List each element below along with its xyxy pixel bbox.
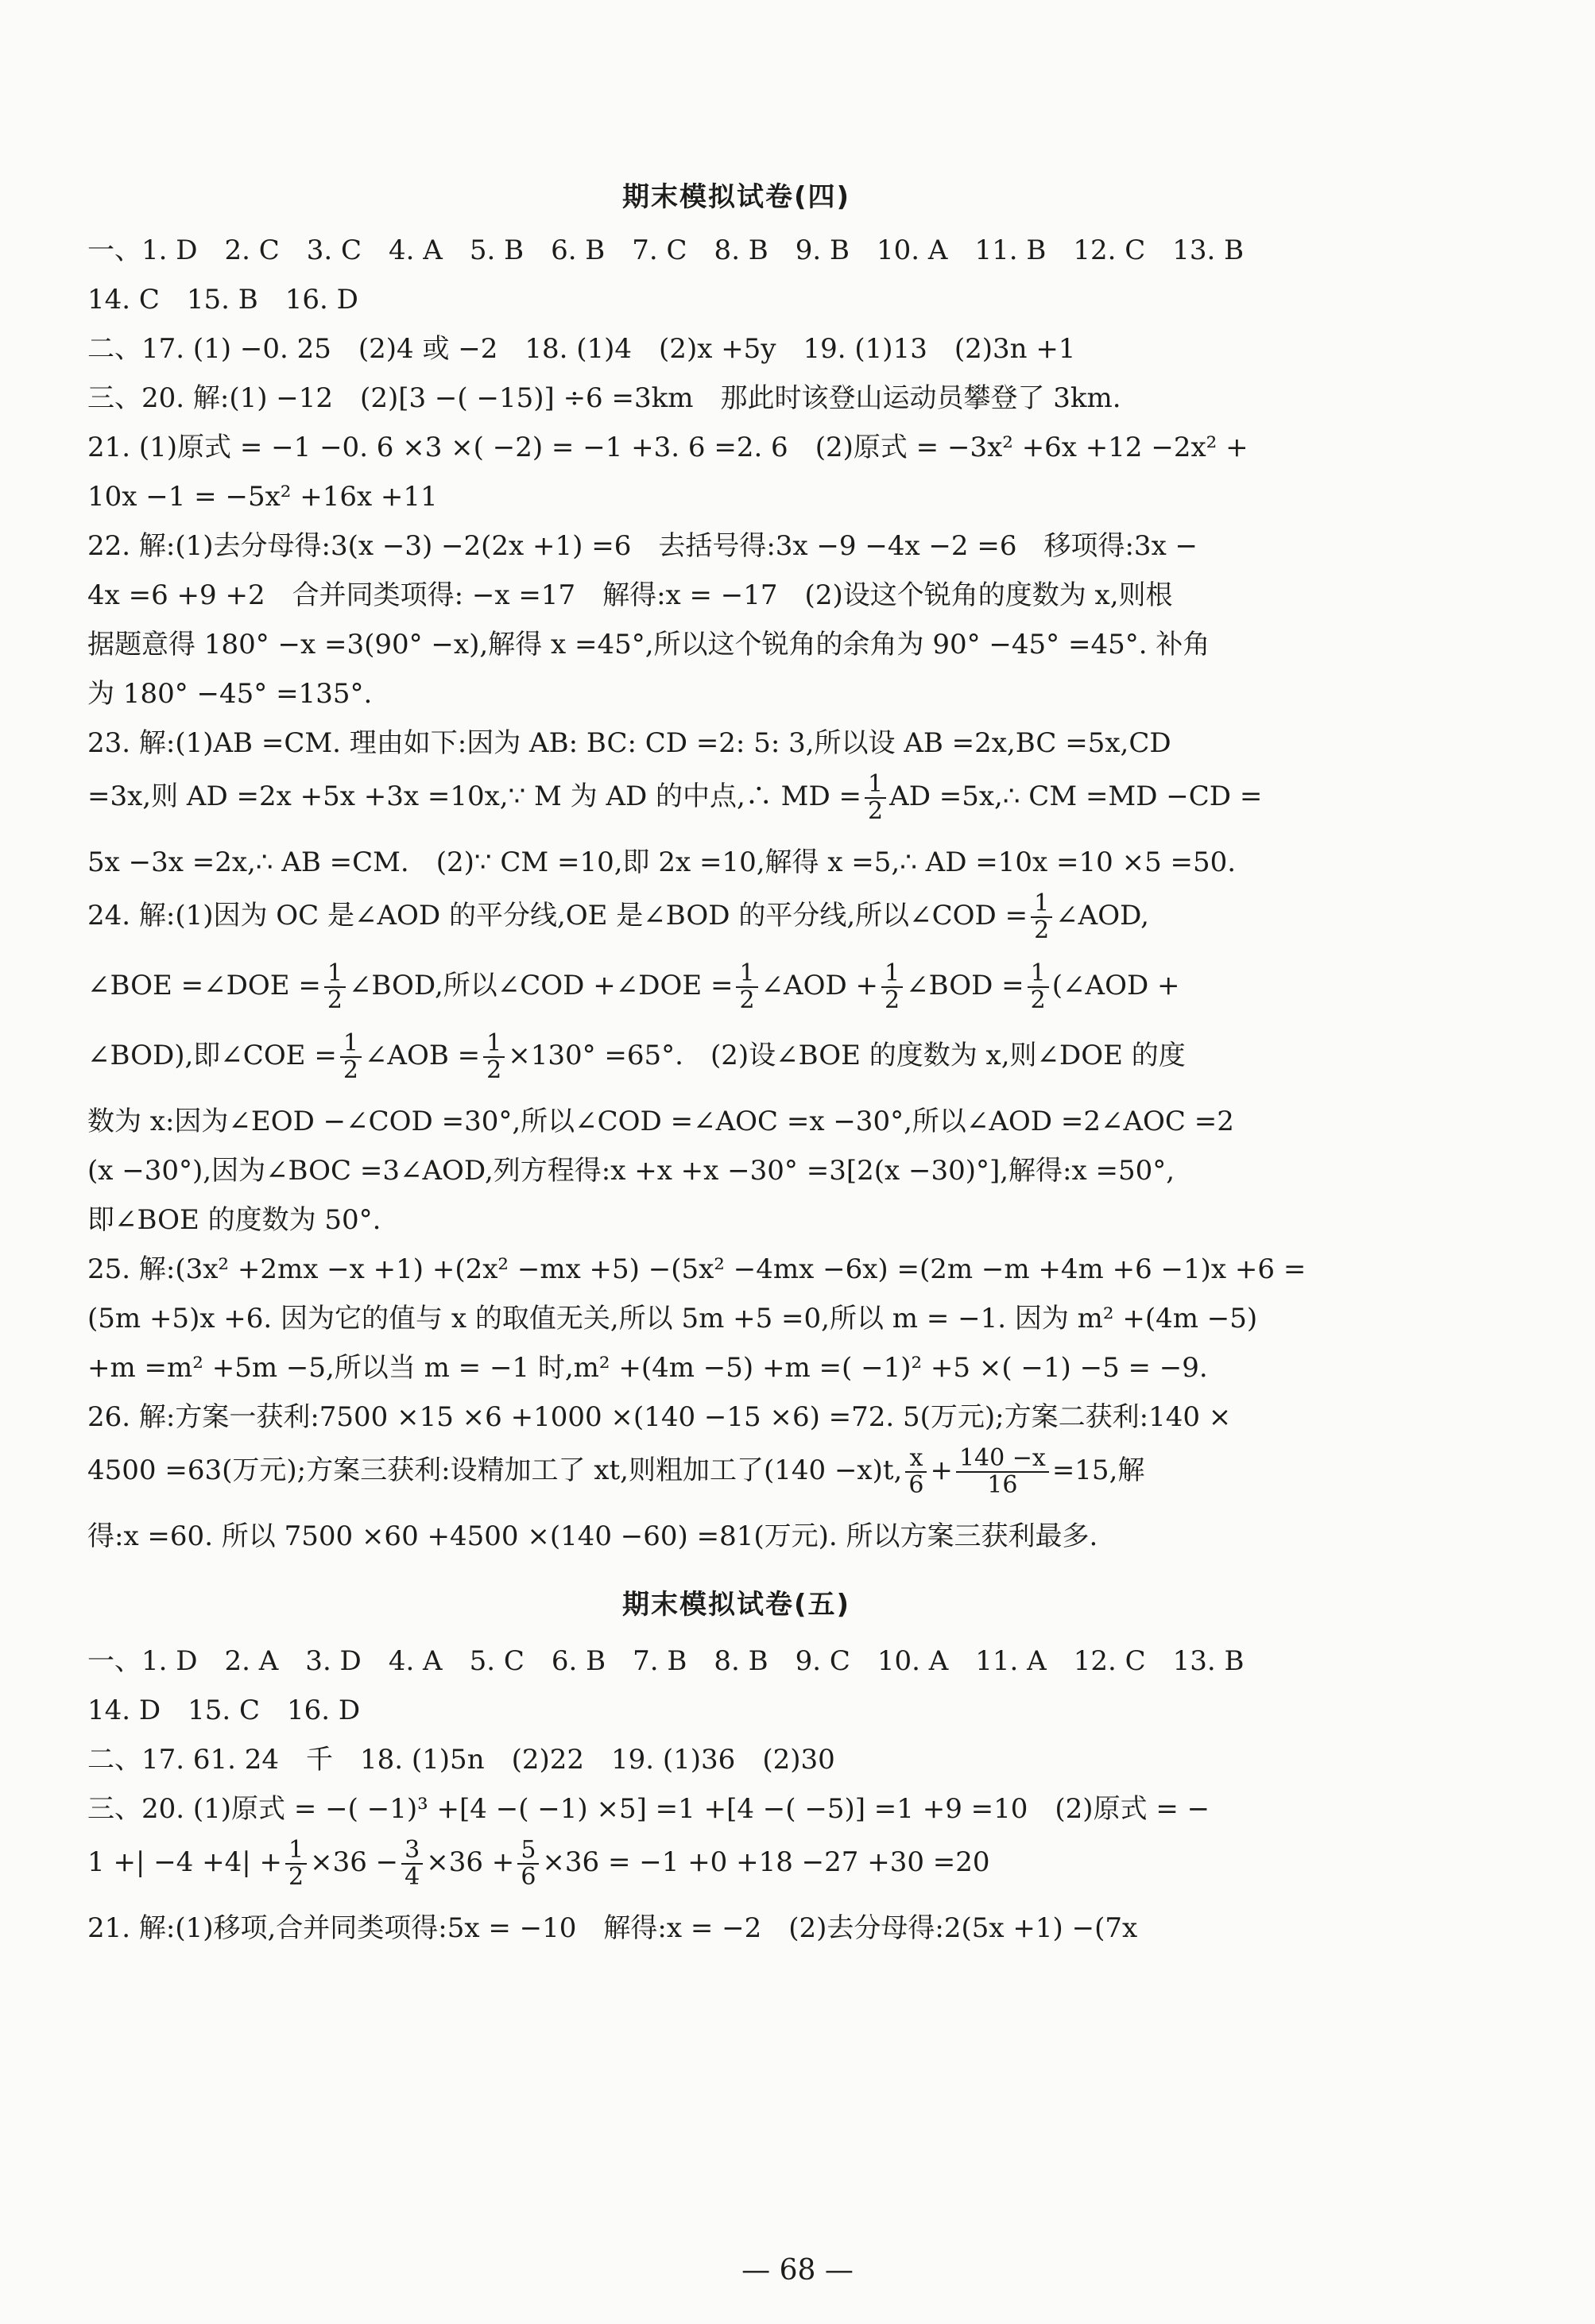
- fraction-denominator: 4: [405, 1863, 420, 1891]
- exam4-line: [87, 1031, 1385, 1083]
- text-segment: 24. 解:(1)因为 OC 是∠AOD 的平分线,OE 是∠BOD 的平分线,所以∠COD =: [87, 900, 1028, 932]
- exam4-line: [87, 772, 1385, 824]
- fraction-numerator: 1: [865, 772, 886, 799]
- text-segment: AD =5x,∴ CM =MD −CD =: [889, 780, 1263, 812]
- exam4-line: 一、1. D 2. C 3. C 4. A 5. B 6. B 7. C 8. B 9. B 10. A 11. B 12. C 13. B: [87, 234, 1245, 266]
- exam4-line: 4x =6 +9 +2 合并同类项得: −x =17 解得:x = −17 (2)设这个锐角的度数为 x,则根: [87, 579, 1173, 611]
- exam4-line: 5x −3x =2x,∴ AB =CM. (2)∵ CM =10,即 2x =10,解得 x =5,∴ AD =10x =10 ×5 =50.: [87, 846, 1237, 878]
- text-segment: ∠AOD +: [761, 970, 879, 1001]
- exam5-line: [87, 1838, 1385, 1890]
- exam4-line: 据题意得 180° −x =3(90° −x),解得 x =45°,所以这个锐角的余角为 90° −45° =45°. 补角: [87, 629, 1210, 660]
- fraction-denominator: 2: [885, 986, 900, 1014]
- exam4-line: 25. 解:(3x² +2mx −x +1) +(2x² −mx +5) −(5x² −4mx −6x) =(2m −m +4m +6 −1)x +6 =: [87, 1253, 1307, 1285]
- text-segment: ×130° =65°. (2)设∠BOE 的度数为 x,则∠DOE 的度: [508, 1040, 1186, 1071]
- exam4-line: 即∠BOE 的度数为 50°.: [87, 1204, 381, 1236]
- fraction-numerator: 1: [324, 961, 346, 988]
- text-segment: ×36 −: [310, 1846, 399, 1878]
- fraction: [905, 1446, 927, 1498]
- exam5-line: 14. D 15. C 16. D: [87, 1695, 361, 1726]
- exam4-line: [87, 961, 1385, 1013]
- exam4-line: (5m +5)x +6. 因为它的值与 x 的取值无关,所以 5m +5 =0,所以 m = −1. 因为 m² +(4m −5): [87, 1303, 1258, 1334]
- fraction-numerator: 3: [401, 1838, 423, 1865]
- text-segment: ∠AOD,: [1055, 900, 1149, 932]
- exam4-line: 22. 解:(1)去分母得:3(x −3) −2(2x +1) =6 去括号得:3x −9 −4x −2 =6 移项得:3x −: [87, 530, 1198, 562]
- exam4-line: +m =m² +5m −5,所以当 m = −1 时,m² +(4m −5) +m =( −1)² +5 ×( −1) −5 = −9.: [87, 1352, 1208, 1384]
- text-segment: +: [930, 1454, 953, 1486]
- fraction: [517, 1838, 539, 1890]
- text-segment: ∠AOB =: [364, 1040, 481, 1071]
- fraction-numerator: 1: [1031, 891, 1052, 918]
- fraction-denominator: 2: [868, 797, 884, 825]
- text-segment: 1 +| −4 +4| +: [87, 1846, 282, 1878]
- fraction-numerator: 1: [285, 1838, 307, 1865]
- fraction: [401, 1838, 423, 1890]
- exam5-line: 21. 解:(1)移项,合并同类项得:5x = −10 解得:x = −2 (2)去分母得:2(5x +1) −(7x: [87, 1912, 1138, 1944]
- fraction-numerator: 1: [736, 961, 757, 988]
- fraction-denominator: 2: [343, 1056, 358, 1084]
- exam5-line: 三、20. (1)原式 = −( −1)³ +[4 −( −1) ×5] =1 +[4 −( −5)] =1 +9 =10 (2)原式 = −: [87, 1793, 1210, 1825]
- text-segment: ×36 +: [426, 1846, 515, 1878]
- fraction: [1028, 961, 1049, 1013]
- exam5-line: 二、17. 61. 24 千 18. (1)5n (2)22 19. (1)36 (2)30: [87, 1744, 835, 1776]
- fraction: [736, 961, 757, 1013]
- fraction-denominator: 2: [1034, 916, 1050, 944]
- exam4-line: 21. (1)原式 = −1 −0. 6 ×3 ×( −2) = −1 +3. 6 =2. 6 (2)原式 = −3x² +6x +12 −2x² +: [87, 432, 1249, 463]
- exam4-line: 数为 x:因为∠EOD −∠COD =30°,所以∠COD =∠AOC =x −30°,所以∠AOD =2∠AOC =2: [87, 1106, 1234, 1137]
- text-segment: =15,解: [1051, 1454, 1145, 1486]
- exam4-line: 得:x =60. 所以 7500 ×60 +4500 ×(140 −60) =81(万元). 所以方案三获利最多.: [87, 1520, 1098, 1552]
- text-segment: =3x,则 AD =2x +5x +3x =10x,∵ M 为 AD 的中点,∴ MD =: [87, 780, 862, 812]
- exam4-line: [87, 1446, 1385, 1498]
- exam4-line: 二、17. (1) −0. 25 (2)4 或 −2 18. (1)4 (2)x +5y 19. (1)13 (2)3n +1: [87, 333, 1076, 365]
- fraction: [1031, 891, 1052, 943]
- exam4-line: 10x −1 = −5x² +16x +11: [87, 481, 438, 513]
- exam4-line: [87, 891, 1385, 943]
- fraction-numerator: 1: [1028, 961, 1049, 988]
- text-segment: 4500 =63(万元);方案三获利:设精加工了 xt,则粗加工了(140 −x)t,: [87, 1454, 903, 1486]
- fraction-numerator: 1: [881, 961, 903, 988]
- exam4-line: 三、20. 解:(1) −12 (2)[3 −( −15)] ÷6 =3km 那此时该登山运动员攀登了 3km.: [87, 382, 1121, 414]
- text-segment: ∠BOD),即∠COE =: [87, 1040, 337, 1071]
- exam4-line: 为 180° −45° =135°.: [87, 678, 373, 710]
- text-segment: ×36 = −1 +0 +18 −27 +30 =20: [542, 1846, 990, 1878]
- exam4-line: 23. 解:(1)AB =CM. 理由如下:因为 AB: BC: CD =2: 5: 3,所以设 AB =2x,BC =5x,CD: [87, 727, 1171, 759]
- fraction-numerator: 1: [340, 1031, 362, 1058]
- exam4-line: 14. C 15. B 16. D: [87, 284, 358, 316]
- fraction-numerator: x: [905, 1446, 927, 1473]
- fraction-numerator: 140 −x: [956, 1446, 1049, 1473]
- fraction-denominator: 2: [1030, 986, 1046, 1014]
- exam4-line: 26. 解:方案一获利:7500 ×15 ×6 +1000 ×(140 −15 ×6) =72. 5(万元);方案二获利:140 ×: [87, 1401, 1232, 1433]
- fraction: [340, 1031, 362, 1083]
- fraction-denominator: 2: [327, 986, 343, 1014]
- exam5-line: 一、1. D 2. A 3. D 4. A 5. C 6. B 7. B 8. B 9. C 10. A 11. A 12. C 13. B: [87, 1645, 1245, 1677]
- fraction: [285, 1838, 307, 1890]
- fraction: [956, 1446, 1049, 1498]
- text-segment: (∠AOD +: [1051, 970, 1180, 1001]
- fraction-denominator: 16: [987, 1471, 1018, 1499]
- fraction: [324, 961, 346, 1013]
- exam4-line: (x −30°),因为∠BOC =3∠AOD,列方程得:x +x +x −30° =3[2(x −30)°],解得:x =50°,: [87, 1155, 1175, 1187]
- fraction-denominator: 6: [908, 1471, 924, 1499]
- exam4-title: 期末模拟试卷(四): [621, 181, 851, 213]
- fraction: [881, 961, 903, 1013]
- fraction: [483, 1031, 505, 1083]
- page-number: — 68 —: [741, 2254, 854, 2287]
- text-segment: ∠BOD =: [906, 970, 1024, 1001]
- fraction-numerator: 5: [517, 1838, 539, 1865]
- fraction-denominator: 2: [288, 1863, 304, 1891]
- fraction-numerator: 1: [483, 1031, 505, 1058]
- text-segment: ∠BOD,所以∠COD +∠DOE =: [348, 970, 734, 1001]
- fraction: [865, 772, 886, 824]
- text-segment: ∠BOE =∠DOE =: [87, 970, 321, 1001]
- fraction-denominator: 2: [739, 986, 755, 1014]
- exam5-title: 期末模拟试卷(五): [621, 1589, 851, 1621]
- fraction-denominator: 6: [521, 1863, 536, 1891]
- fraction-denominator: 2: [486, 1056, 502, 1084]
